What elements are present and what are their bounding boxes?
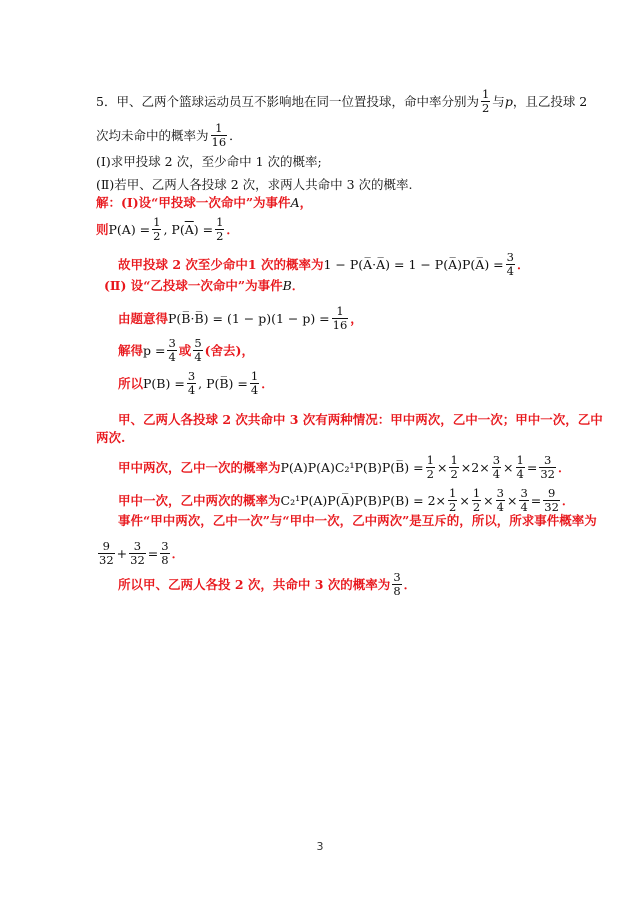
math-expr: ×	[459, 492, 470, 508]
fraction	[519, 487, 528, 514]
fraction	[193, 337, 202, 364]
solution-line-8b	[96, 430, 125, 446]
frac-num: 1	[153, 215, 161, 229]
frac-den: 4	[492, 467, 501, 481]
frac-den: 2	[216, 229, 224, 243]
solution-line-9	[118, 454, 570, 481]
fraction	[449, 454, 458, 481]
frac-num: 1	[516, 453, 524, 467]
frac-den: 2	[450, 467, 458, 481]
problem-text: 与	[492, 93, 505, 109]
math-expr: ×2×	[460, 459, 490, 475]
frac-num: 1	[250, 369, 259, 383]
problem-text: ，且乙投球 2	[512, 93, 588, 109]
fraction	[539, 454, 556, 481]
question-text: (Ⅰ)求甲投球 2 次，至少命中 1 次的概率;	[96, 154, 322, 169]
frac-num: 3	[492, 453, 501, 467]
frac-den: 8	[393, 584, 401, 598]
frac-num: 1	[215, 121, 223, 135]
frac-num: 3	[506, 250, 514, 264]
problem-line-2	[96, 122, 242, 149]
solution-text: ．	[291, 278, 305, 293]
math-expr: P(B̅·B̅) = (1 − p)(1 − p) =	[168, 310, 330, 326]
solution-line-2	[96, 216, 239, 243]
solution-line-12	[96, 540, 184, 567]
frac-num: 9	[547, 486, 556, 500]
fraction	[332, 305, 349, 332]
frac-num: 3	[133, 539, 142, 553]
fraction	[496, 487, 505, 514]
solution-text: 事件“甲中两次，乙中一次”与“甲中一次，乙中两次”是互斥的，所以，所求事件概率为	[118, 513, 597, 528]
solution-text: 甲中一次，乙中两次的概率为	[118, 492, 281, 508]
math-expr: p =	[143, 342, 166, 358]
frac-num: 1	[216, 215, 224, 229]
frac-den: 32	[99, 553, 114, 567]
math-expr: ) =	[193, 221, 214, 237]
math-expr: P(B) =	[143, 375, 185, 391]
solution-text: 所以甲、乙两人各投 2 次，共命中 3 次的概率为	[118, 576, 391, 592]
frac-num: 1	[449, 486, 457, 500]
frac-den: 4	[187, 383, 196, 397]
frac-num: 1	[426, 453, 434, 467]
frac-num: 3	[161, 539, 169, 553]
frac-den: 4	[506, 264, 514, 278]
solution-text: ，	[299, 195, 313, 210]
solution-line-1	[96, 195, 312, 211]
math-expr: C₂¹P(A)P(A̅)P(B)P(B) = 2×	[280, 492, 447, 508]
frac-num: 3	[543, 453, 552, 467]
frac-num: 1	[481, 87, 490, 101]
fraction	[187, 370, 196, 397]
fraction	[426, 454, 435, 481]
solution-text: ．	[403, 576, 417, 592]
fraction	[167, 337, 176, 364]
math-expr: 1 − P(A̅·A̅) = 1 − P(A̅)P(A̅) =	[323, 256, 504, 272]
math-expr: P(A)P(A)C₂¹P(B)P(B̅) =	[280, 459, 424, 475]
problem-text: 5．甲、乙两个篮球运动员互不影响地在同一位置投球，命中率分别为	[96, 93, 479, 109]
math-expr: ×	[503, 459, 514, 475]
solution-text: 甲中两次，乙中一次的概率为	[118, 459, 281, 475]
solution-text: ．	[557, 459, 571, 475]
frac-den: 2	[481, 101, 490, 115]
solution-line-7	[118, 370, 274, 397]
variable-p: p	[504, 93, 513, 109]
fraction	[472, 487, 481, 514]
frac-num: 1	[450, 453, 458, 467]
math-expr: , P(	[163, 221, 185, 237]
question-1	[96, 154, 322, 170]
frac-num: 1	[472, 486, 481, 500]
solution-line-3	[118, 251, 530, 278]
fraction	[215, 216, 224, 243]
math-expr: P(A) =	[108, 221, 151, 237]
frac-num: 3	[168, 336, 176, 350]
fraction-1-16	[211, 122, 228, 149]
frac-den: 4	[516, 467, 524, 481]
math-expr: $\overline{A}$	[184, 221, 194, 237]
question-2	[96, 177, 413, 193]
solution-text: 所以	[118, 375, 144, 391]
math-expr: =	[526, 459, 538, 475]
fraction	[516, 454, 525, 481]
solution-text: ．	[261, 375, 274, 391]
frac-den: 2	[426, 467, 434, 481]
frac-den: 4	[496, 500, 504, 514]
frac-den: 16	[211, 135, 227, 149]
math-expr: ×	[436, 459, 448, 475]
fraction	[160, 540, 169, 567]
frac-den: 4	[168, 350, 176, 364]
solution-text: ．	[561, 492, 575, 508]
frac-num: 3	[496, 486, 504, 500]
solution-line-6	[118, 337, 254, 364]
page-number: 3	[316, 840, 324, 853]
solution-text: 故甲投球 2 次至少命中1 次的概率为	[118, 256, 324, 272]
fraction	[543, 487, 560, 514]
solution-text: (Ⅱ) 设“乙投球一次命中”为事件	[104, 278, 283, 293]
problem-line-1	[96, 88, 587, 115]
problem-text: ．	[229, 127, 242, 143]
solution-text: ，	[350, 310, 363, 326]
frac-den: 8	[161, 553, 169, 567]
math-expr: , P(B̅) =	[198, 375, 248, 391]
fraction	[98, 540, 115, 567]
solution-text: 或	[178, 342, 192, 358]
solution-text: 甲、乙两人各投球 2 次共命中 3 次有两种情况：甲中两次，乙中一次；甲中一次，乙中	[118, 412, 603, 427]
frac-den: 16	[332, 318, 348, 332]
frac-num: 5	[194, 336, 202, 350]
fraction	[392, 571, 401, 598]
math-expr: =	[147, 545, 159, 561]
frac-den: 2	[153, 229, 161, 243]
solution-text: ．	[171, 545, 185, 561]
fraction	[506, 251, 515, 278]
fraction	[152, 216, 161, 243]
solution-text: 解得	[118, 342, 144, 358]
frac-den: 2	[449, 500, 457, 514]
frac-den: 32	[130, 553, 145, 567]
solution-text: 两次.	[96, 430, 126, 445]
solution-text: ．	[226, 221, 239, 237]
question-text: (Ⅱ)若甲、乙两人各投球 2 次，求两人共命中 3 次的概率.	[96, 177, 413, 192]
frac-num: 9	[102, 539, 110, 553]
frac-den: 4	[194, 350, 202, 364]
fraction-half	[481, 88, 490, 115]
solution-line-8	[118, 412, 603, 428]
solution-text: 由题意得	[118, 310, 169, 326]
math-expr: +	[116, 545, 128, 561]
solution-line-11	[118, 513, 597, 529]
frac-num: 1	[336, 304, 344, 318]
math-expr: ×	[506, 492, 518, 508]
fraction	[492, 454, 501, 481]
solution-line-10	[118, 487, 574, 514]
frac-den: 4	[520, 500, 528, 514]
frac-den: 32	[544, 500, 559, 514]
solution-text: ．	[516, 256, 530, 272]
frac-num: 3	[520, 486, 528, 500]
frac-den: 32	[540, 467, 555, 481]
math-expr: =	[530, 492, 542, 508]
frac-den: 2	[472, 500, 481, 514]
math-expr: ×	[483, 492, 494, 508]
frac-num: 3	[187, 369, 196, 383]
frac-num: 3	[393, 570, 401, 584]
solution-text: 解：(Ⅰ)设“甲投球一次命中”为事件	[96, 195, 291, 210]
solution-text: 则	[96, 221, 109, 237]
solution-line-5	[118, 305, 363, 332]
solution-line-4	[104, 278, 304, 294]
fraction	[448, 487, 457, 514]
frac-den: 4	[250, 383, 259, 397]
solution-line-13	[118, 571, 416, 598]
variable-A: A	[290, 195, 300, 210]
fraction	[250, 370, 259, 397]
problem-text: 次均未命中的概率为	[96, 127, 209, 143]
variable-B: B	[282, 278, 292, 293]
solution-text: (舍去)，	[204, 342, 254, 358]
fraction	[129, 540, 146, 567]
